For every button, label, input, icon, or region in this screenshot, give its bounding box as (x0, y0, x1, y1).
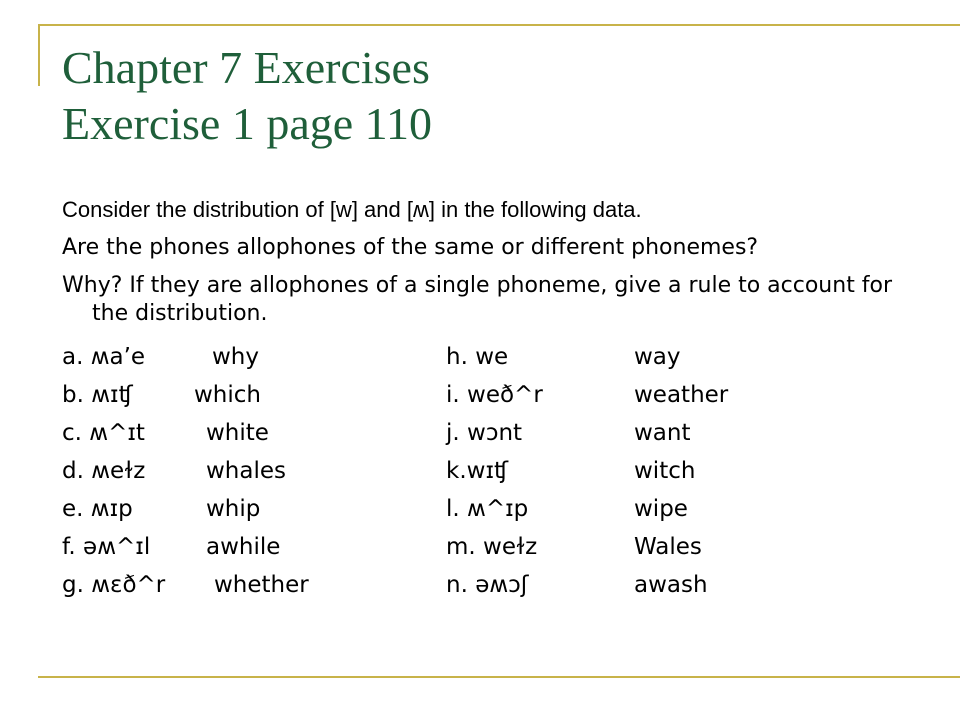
top-rule (38, 24, 960, 26)
left-rule (38, 24, 40, 86)
left-word: which (194, 382, 262, 408)
left-transcription: a. ʍa’e (62, 344, 146, 370)
data-row-e (62, 490, 922, 528)
right-word: way (634, 344, 681, 370)
title-line-2: Exercise 1 page 110 (62, 98, 432, 149)
right-transcription: k.wɪʧ (446, 458, 509, 484)
data-row-g (62, 566, 922, 604)
left-transcription: d. ʍeɫz (62, 458, 146, 484)
left-word: whether (214, 572, 309, 598)
data-row-a (62, 338, 922, 376)
bottom-rule (38, 676, 960, 678)
data-row-b (62, 376, 922, 414)
left-transcription: g. ʍɛð^r (62, 572, 166, 598)
right-transcription: j. wɔnt (446, 420, 523, 446)
left-word: why (212, 344, 259, 370)
left-transcription: b. ʍɪʧ (62, 382, 133, 408)
right-word: awash (634, 572, 708, 598)
data-row-d (62, 452, 922, 490)
instruction-2: Are the phones allophones of the same or different phonemes? (62, 235, 759, 260)
title-line-1: Chapter 7 Exercises (62, 42, 430, 93)
right-word: weather (634, 382, 729, 408)
right-transcription: i. weð^r (446, 382, 543, 408)
right-transcription: n. əʍɔʃ (446, 572, 529, 598)
slide-body (62, 196, 922, 604)
instruction-3: Why? If they are allophones of a single phoneme, give a rule to account for the distribution. (62, 273, 893, 326)
right-word: wipe (634, 496, 688, 522)
right-transcription: l. ʍ^ɪp (446, 496, 529, 522)
right-word: witch (634, 458, 696, 484)
data-row-f (62, 528, 922, 566)
slide-title (62, 40, 942, 152)
right-transcription: m. weɫz (446, 534, 538, 560)
left-transcription: c. ʍ^ɪt (62, 420, 145, 446)
right-word: Wales (634, 534, 702, 560)
left-word: whip (206, 496, 261, 522)
left-word: whales (206, 458, 287, 484)
right-word: want (634, 420, 691, 446)
instruction-1: Consider the distribution of [w] and [ʍ] in the following data. (62, 197, 642, 222)
left-transcription: e. ʍɪp (62, 496, 133, 522)
left-word: awhile (206, 534, 281, 560)
data-list (62, 338, 922, 604)
left-word: white (206, 420, 269, 446)
right-transcription: h. we (446, 344, 509, 370)
left-transcription: f. əʍ^ɪl (62, 534, 151, 560)
data-row-c (62, 414, 922, 452)
